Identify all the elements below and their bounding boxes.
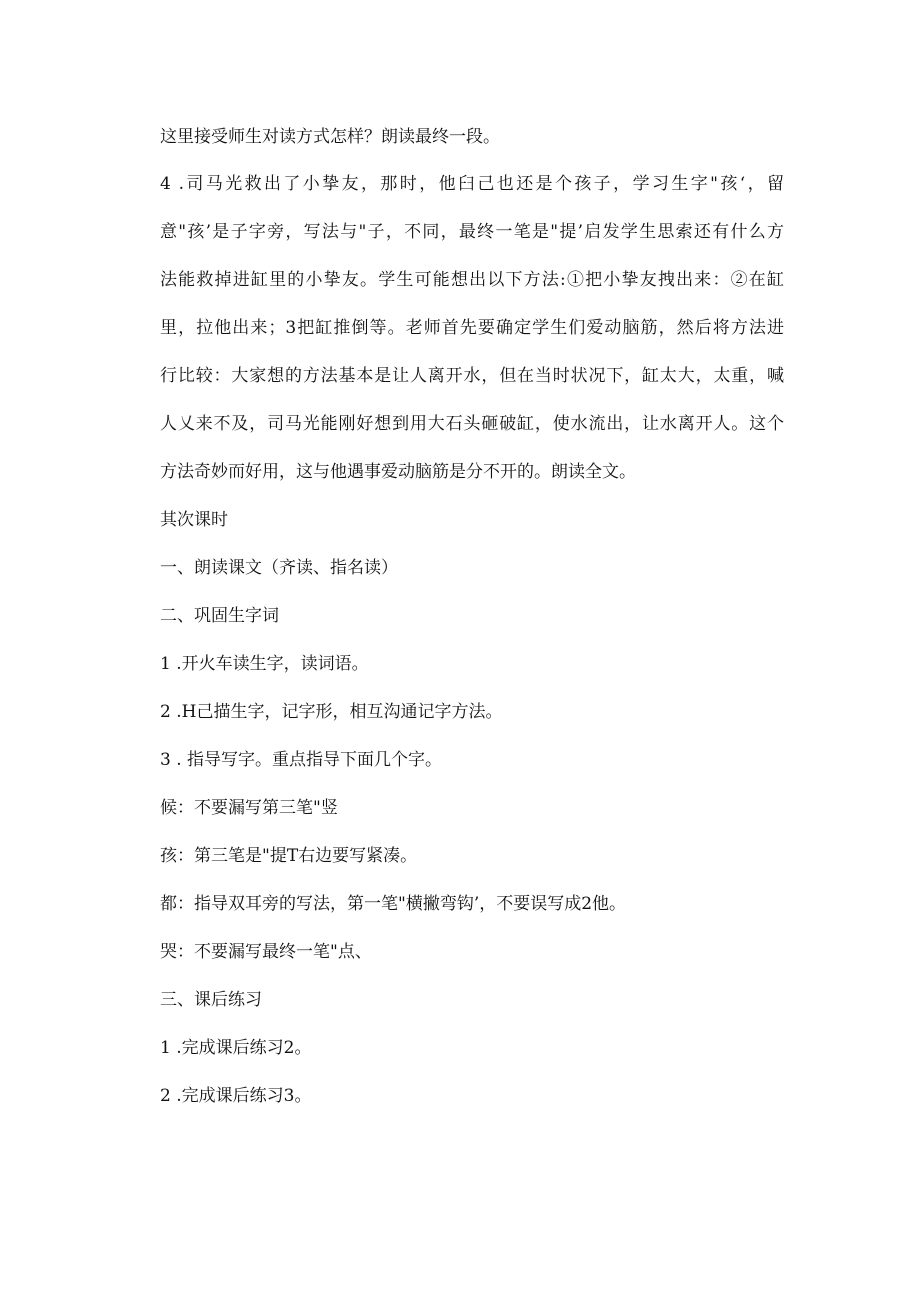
paragraph-4-line: 4 .司马光救出了小挚友，那时，他臼己也还是个孩子，学习生字"孩‘，留 [160, 174, 784, 194]
second-lesson-heading: 其次课时 [160, 510, 228, 530]
section-2-item-3: 3 . 指导写字。重点指导下面几个字。 [160, 750, 443, 770]
char-note-hai: 孩：第三笔是"提T右边要写紧凑。 [160, 846, 418, 866]
char-note-hou: 候：不要漏写第三笔"竖 [160, 798, 338, 818]
section-3-item-2: 2 .完成课后练习3。 [160, 1086, 312, 1106]
paragraph-4-line: 法能救掉进缸里的小挚友。学生可能想出以下方法:①把小挚友拽出来：②在缸 [160, 270, 784, 290]
paragraph-4-line: 人乂来不及，司马光能刚好想到用大石头砸破缸，使水流出，让水离开人。这个 [160, 414, 784, 434]
section-2-item-2: 2 .H己描生字，记字形，相互沟通记字方法。 [160, 702, 503, 722]
paragraph-4-line: 意"孩’是子字旁，写法与"子，不同，最终一笔是"提’启发学生思索还有什么方 [160, 222, 784, 242]
section-2-heading: 二、巩固生字词 [160, 606, 279, 626]
section-3-heading: 三、课后练习 [160, 990, 262, 1010]
char-note-dou: 都：指导双耳旁的写法，第一笔"横撇弯钩’，不要误写成2他。 [160, 894, 627, 914]
intro-line: 这里接受师生对读方式怎样？朗读最终一段。 [160, 127, 500, 147]
paragraph-4-line: 行比较：大家想的方法基本是让人离开水，但在当时状况下，缸太大，太重，喊 [160, 366, 784, 386]
char-note-ku: 哭：不要漏写最终一笔"点、 [160, 942, 372, 962]
paragraph-4-line: 里，拉他出来；3把缸推倒等。老师首先要确定学生们爱动脑筋，然后将方法进 [160, 318, 784, 338]
section-2-item-1: 1 .开火车读生字，读词语。 [160, 654, 369, 674]
paragraph-4-line: 方法奇妙而好用，这与他遇事爱动脑筋是分不开的。朗读全文。 [160, 462, 636, 482]
section-1-heading: 一、朗读课文（齐读、指名读） [160, 558, 398, 578]
paragraph-4 [160, 172, 784, 508]
section-3-item-1: 1 .完成课后练习2。 [160, 1038, 312, 1058]
